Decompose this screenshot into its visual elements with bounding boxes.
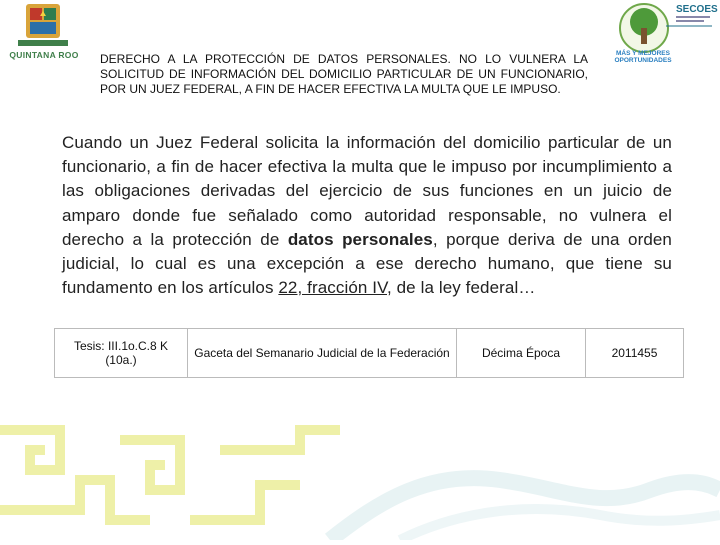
body-paragraph	[62, 131, 672, 300]
registro-cell: 2011455	[586, 329, 684, 378]
source-cell: Gaceta del Semanario Judicial de la Federación	[188, 329, 457, 378]
secoes-logo-text: SECOES	[676, 4, 718, 15]
table-row	[55, 329, 684, 378]
secoes-logo	[596, 0, 716, 76]
body-text-underlined: 22, fracción IV	[278, 278, 387, 298]
reference-table	[54, 328, 684, 378]
document-title: DERECHO A LA PROTECCIÓN DE DATOS PERSONALES. NO LO VULNERA LA SOLICITUD DE INFORMACIÓN DEL DOMICILIO PARTICULAR DE UN FUNCIONARIO, POR UN JUEZ FEDERAL, A FIN DE HACER EFECTIVA LA MULTA QUE LE IMPUSO.	[100, 52, 588, 96]
quintana-roo-logo	[4, 2, 82, 74]
tesis-cell: Tesis: III.1o.C.8 K (10a.)	[55, 329, 188, 378]
quintana-roo-logo-text: QUINTANA ROO	[9, 50, 79, 60]
secoes-tagline: MÁS Y MEJORES OPORTUNIDADES	[614, 50, 672, 64]
decorative-pattern	[0, 390, 720, 540]
body-text-bold: datos personales	[287, 229, 433, 249]
epoca-cell: Décima Época	[457, 329, 586, 378]
body-text-part1: Cuando un Juez Federal solicita la información del domicilio particular de un funcionario, a fin de hacer efectiva la multa que le impuso por incumplimiento a las obligaciones derivadas del ejercicio de sus funciones en un juicio de amparo donde fue señalado como autoridad responsable, no vulnera el derecho a la protección de	[62, 133, 672, 249]
body-text-part2: , porque deriva de una orden judicial, lo cual es una excepción a ese derecho humano, que tiene su fundamento en los artículos	[62, 229, 672, 298]
body-text-part3: , de la ley federal…	[386, 278, 536, 298]
